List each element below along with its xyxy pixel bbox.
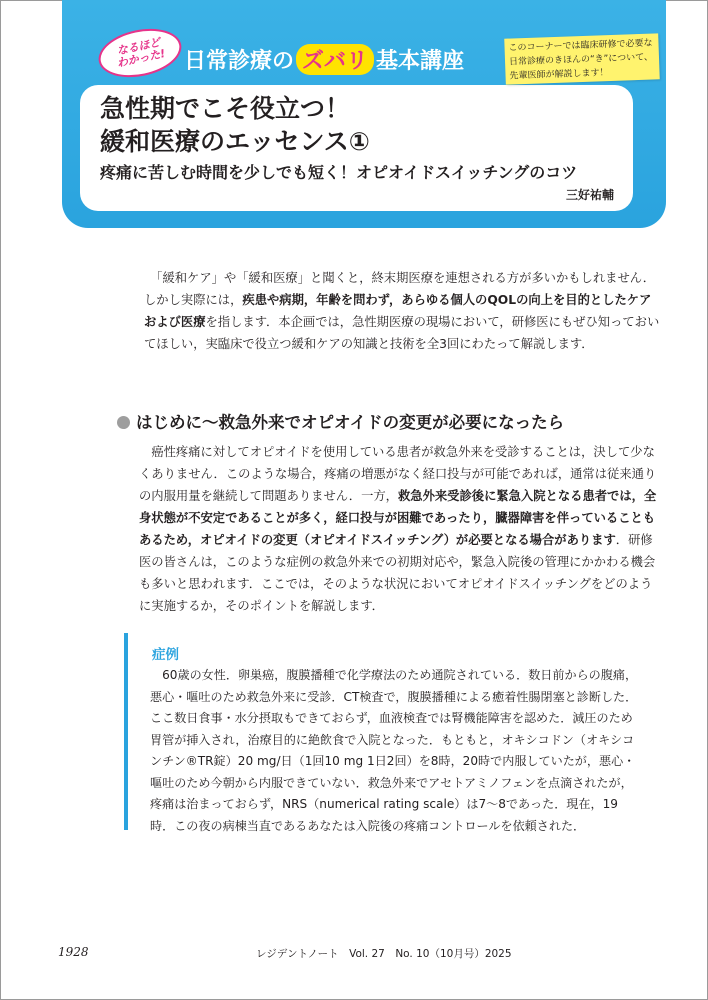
case-text: 60歳の女性．卵巣癌，腹膜播種で化学療法のため通院されている．数日前からの腹痛，悪心・嘔吐のため救急外来に受診．CT検査で，腹膜播種による癒着性腸閉塞と診断した．ここ数日食事・水分摂取もできておらず，血液検査では腎機能障害を認めた．減圧のため胃管が挿入され，治療目的に絶飲食で入院となった．もともと，オキシコドン（オキシコンチン®TR錠）20 mg/日（1回10 mg 1日2回）を8時，20時で内服していたが，悪心・嘔吐のため今朝から内服できていない．救急外来でアセトアミノフェンを点滴されたが，疼痛は治まっておらず，NRS（numerical rating scale）は7〜8であった．現在，19時．この夜の病棟当直であるあなたは入院後の疼痛コントロールを依頼された． [150,668,638,833]
article-subtitle: 疼痛に苦しむ時間を少しでも短く！オピオイドスイッチングのコツ [100,163,578,182]
section-heading-text: はじめに〜救急外来でオピオイドの変更が必要になったら [136,413,565,432]
article-title [100,92,370,158]
case-paragraph [150,665,640,837]
section-bold: 救急外来受診後に緊急入院となる患者では，全身状態が不安定であることが多く，経口投与が困難であったり，臓器障害を伴っていることもあるため，オピオイドの変更（オピオイドスイッチング）が必要となる場合があります [139,489,657,547]
author: 三好祐輔 [565,188,614,202]
page-number: 1928 [58,945,89,959]
section-heading [117,409,564,433]
intro-paragraph [144,267,662,355]
intro-bold: 疾患や病期，年齢を問わず，あらゆる個人のQOLの向上を目的としたケアおよび医療 [144,293,652,329]
intro-text-1: 「緩和ケア」や「緩和医療」と聞くと，終末期医療を連想される方が多いかもしれません．しかし実際には， [144,271,656,307]
section-paragraph [139,441,661,617]
title-line-2: 緩和医療のエッセンス① [100,127,370,156]
title-line-1: 急性期でこそ役立つ！ [100,94,351,123]
series-title [184,44,464,75]
journal-footer: レジデントノート Vol. 27 No. 10（10月号）2025 [256,948,512,960]
series-title-post: 基本講座 [376,49,465,74]
bullet-dot-icon [117,416,130,429]
series-title-highlight: ズバリ [296,44,374,75]
corner-note: このコーナーでは臨床研修で必要な日常診療のきほんの“き”について、先輩医師が解説します！ [504,33,660,84]
series-title-pre: 日常診療の [184,49,295,74]
intro-text-2: を指します．本企画では，急性期医療の現場において，研修医にもぜひ知っておいてほしい，実臨床で役立つ緩和ケアの知識と技術を全3回にわたって解説します． [144,315,660,351]
case-label: 症例 [152,647,179,663]
series-badge-text: なるほど わかった! [115,35,167,70]
section-text-2: ．研修医の皆さんは，このような症例の救急外来での初期対応や，緊急入院後の管理にかかわる機会も多いと思われます．ここでは，そのような状況においてオピオイドスイッチングをどのように実施するか，そのポイントを解説します． [139,533,656,613]
section-text-1: 癌性疼痛に対してオピオイドを使用している患者が救急外来を受診することは，決して少なくありません．このような場合，疼痛の増悪がなく経口投与が可能であれば，通常は従来通りの内服用量を継続して問題ありません．一方， [139,445,657,503]
